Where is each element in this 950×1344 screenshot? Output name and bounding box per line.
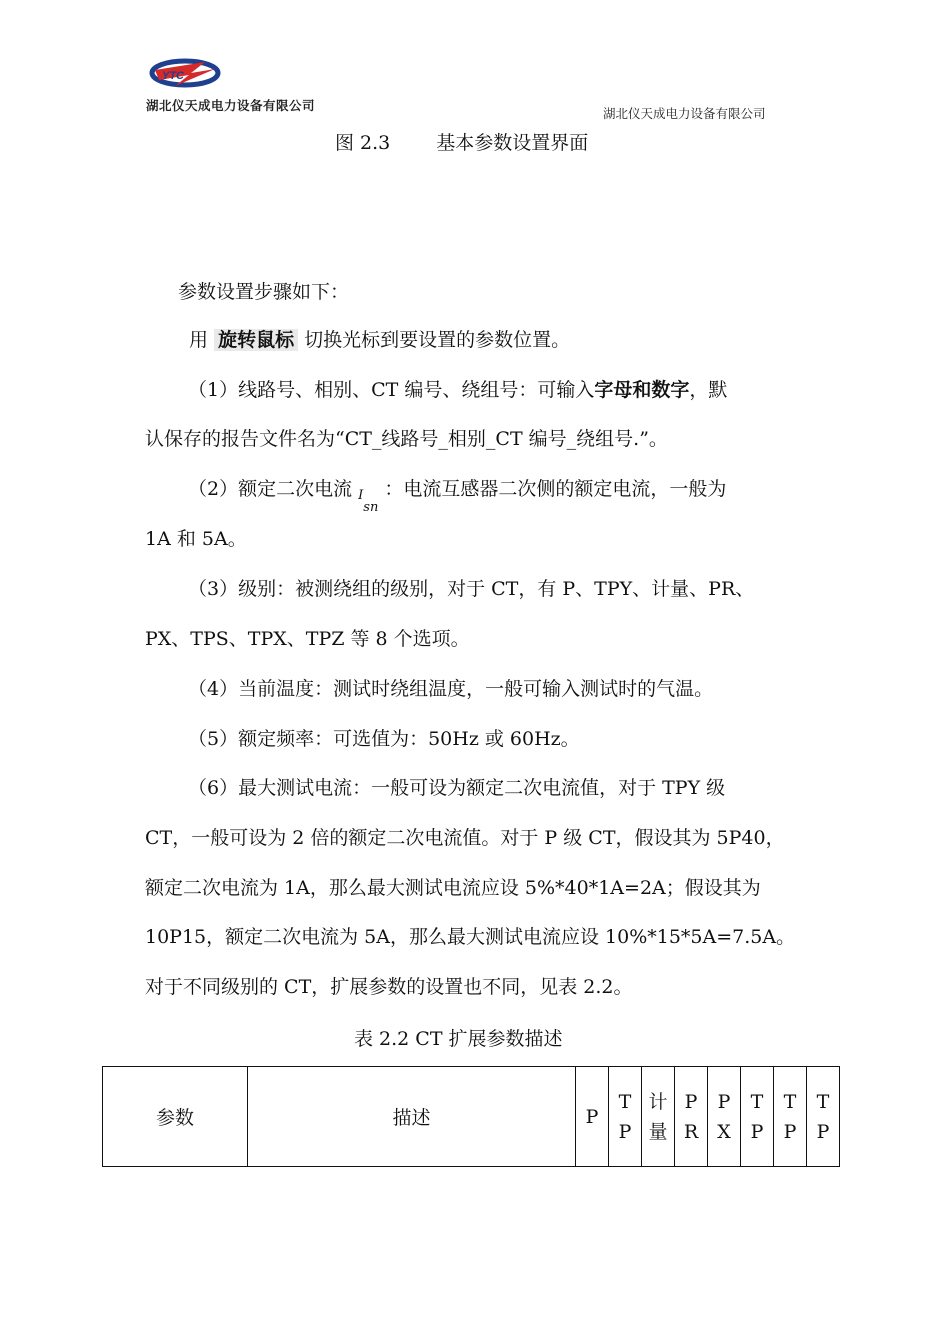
- header-param: 参数: [103, 1067, 248, 1167]
- header-tpz-bottom: P: [816, 1120, 830, 1143]
- item-6-line-1: （6）最大测试电流：一般可设为额定二次电流值，对于 TPY 级: [188, 777, 726, 799]
- subscript-sn: sn: [363, 500, 379, 515]
- logo-company-name: 湖北仪天成电力设备有限公司: [146, 98, 316, 113]
- rotate-mouse-highlight: 旋转鼠标: [214, 329, 298, 351]
- item-1-post: ，默: [689, 379, 728, 401]
- line-use-pre: 用: [189, 329, 209, 351]
- header-tpy-top: T: [618, 1090, 632, 1113]
- figure-number: 图 2.3: [335, 132, 391, 154]
- header-tpx-top: T: [783, 1090, 797, 1113]
- header-metering-bottom: 量: [648, 1120, 668, 1143]
- item-2-line-1: [188, 476, 727, 515]
- header-pr-top: P: [684, 1090, 698, 1113]
- header-pr-bottom: R: [683, 1120, 699, 1143]
- figure-title: 基本参数设置界面: [436, 132, 589, 154]
- item-6-line-4: 10P15，额定二次电流为 5A，那么最大测试电流应设 10%*15*5A=7.5A。: [145, 926, 796, 948]
- item-6-line-5: 对于不同级别的 CT，扩展参数的设置也不同，见表 2.2。: [145, 976, 633, 998]
- symbol-i: I: [358, 488, 364, 503]
- table-header-row: [103, 1067, 840, 1167]
- figure-caption: [335, 128, 588, 155]
- item-2-pre: （2）额定二次电流: [188, 478, 353, 500]
- item-1-line-2: 认保存的报告文件名为“CT_线路号_相别_CT 编号_绕组号.”。: [145, 428, 668, 450]
- header-px-top: P: [717, 1090, 731, 1113]
- logo-mark: YTC: [162, 70, 184, 82]
- item-3-line-2: PX、TPS、TPX、TPZ 等 8 个选项。: [145, 628, 470, 650]
- item-5: （5）额定频率：可选值为：50Hz 或 60Hz。: [188, 728, 580, 750]
- item-2-post: ：电流互感器二次侧的额定电流，一般为: [384, 478, 727, 500]
- header-tps-top: T: [750, 1090, 764, 1113]
- header-tps-bottom: P: [750, 1120, 764, 1143]
- header-p: P: [576, 1067, 609, 1167]
- header-tpy: [609, 1067, 642, 1167]
- header-company-name: 湖北仪天成电力设备有限公司: [603, 106, 766, 121]
- header-tpx: [774, 1067, 807, 1167]
- item-2-line-2: 1A 和 5A。: [145, 528, 247, 550]
- item-1-line-1: [188, 377, 727, 403]
- header-pr: [675, 1067, 708, 1167]
- header-tps: [741, 1067, 774, 1167]
- steps-intro: 参数设置步骤如下：: [178, 281, 350, 303]
- header-metering: [642, 1067, 675, 1167]
- item-1-pre: （1）线路号、相别、CT 编号、绕组号：可输入: [188, 379, 595, 401]
- table-caption: 表 2.2 CT 扩展参数描述: [354, 1028, 563, 1050]
- header-tpy-bottom: P: [618, 1120, 632, 1143]
- item-3-line-1: （3）级别：被测绕组的级别，对于 CT，有 P、TPY、计量、PR、: [188, 578, 755, 600]
- ct-extended-params-table: [102, 1066, 840, 1167]
- item-4: （4）当前温度：测试时绕组温度，一般可输入测试时的气温。: [188, 678, 714, 700]
- header-px: [708, 1067, 741, 1167]
- header-desc: 描述: [248, 1067, 576, 1167]
- header-metering-top: 计: [648, 1090, 668, 1113]
- header-tpz-top: T: [816, 1090, 830, 1113]
- header-tpx-bottom: P: [783, 1120, 797, 1143]
- header-px-bottom: X: [717, 1120, 731, 1143]
- line-use-post: 切换光标到要设置的参数位置。: [304, 329, 571, 351]
- item-6-line-3: 额定二次电流为 1A，那么最大测试电流应设 5%*40*1A=2A；假设其为: [145, 877, 761, 899]
- line-use: [189, 327, 570, 353]
- header-tpz: [807, 1067, 840, 1167]
- item-6-line-2: CT，一般可设为 2 倍的额定二次电流值。对于 P 级 CT，假设其为 5P40，: [145, 827, 785, 849]
- item-1-bold: 字母和数字: [594, 379, 690, 401]
